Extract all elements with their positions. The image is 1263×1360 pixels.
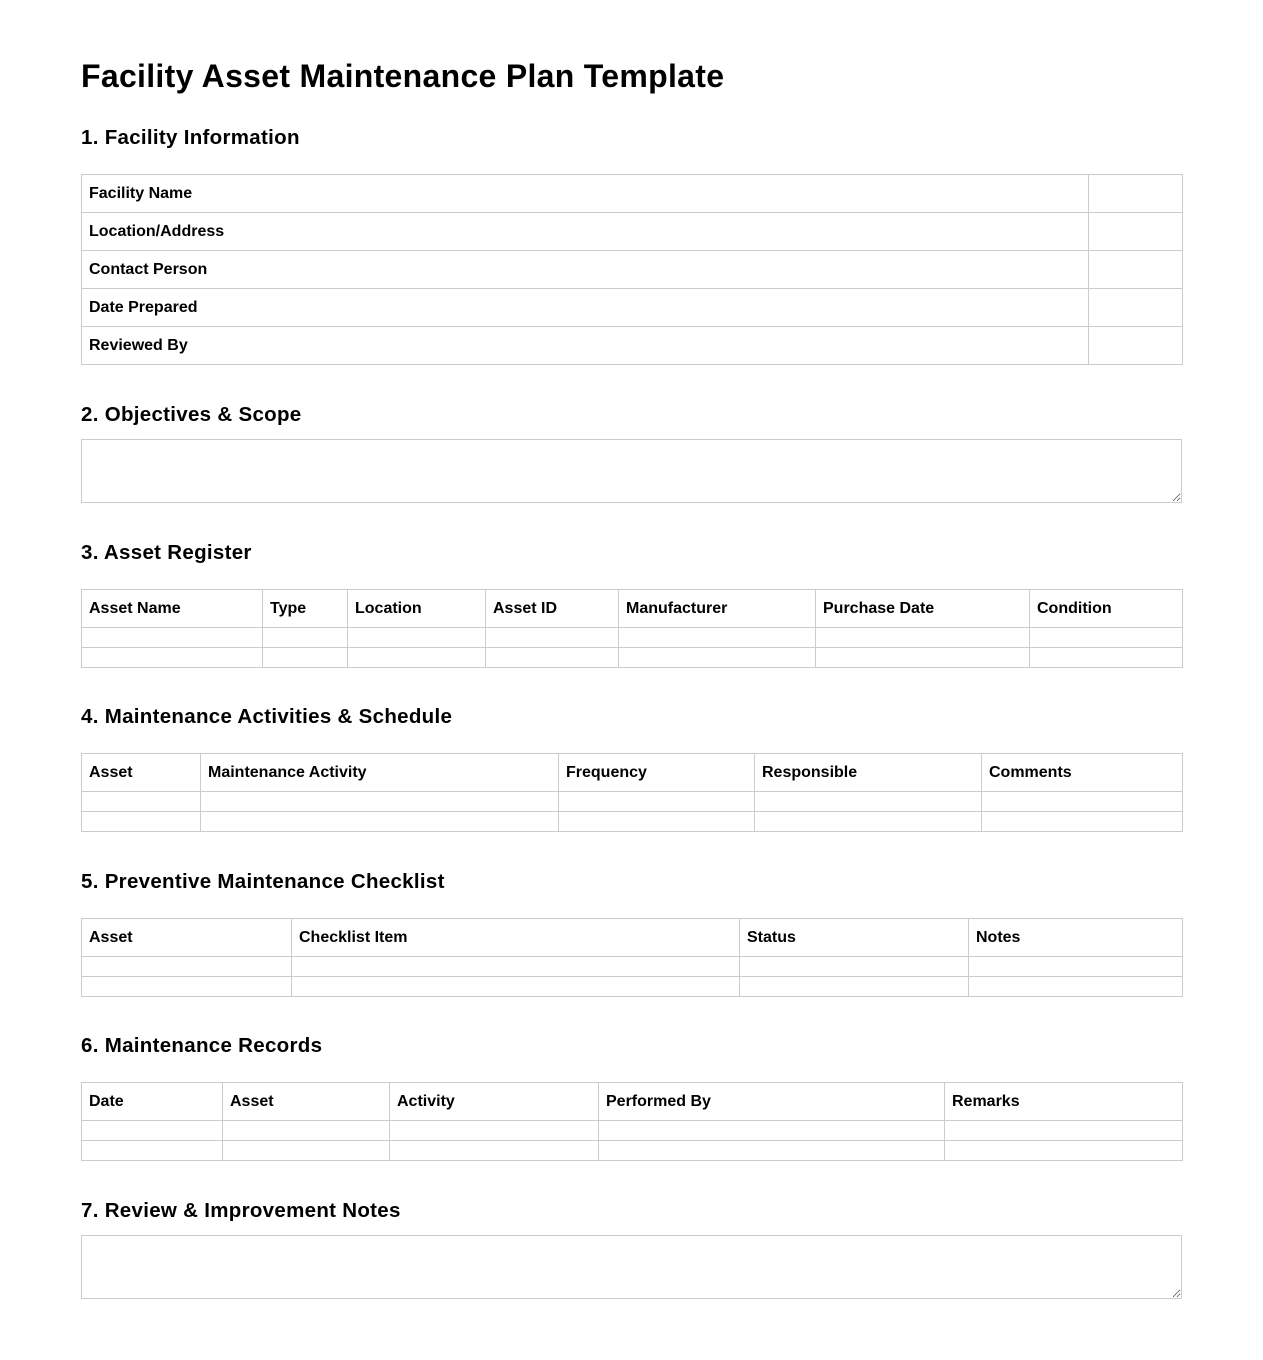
column-header-frequency: Frequency [559, 754, 755, 792]
reviewed-by-label: Reviewed By [82, 327, 1089, 365]
table-cell[interactable] [82, 1121, 223, 1141]
table-cell[interactable] [263, 648, 348, 668]
table-cell[interactable] [82, 1141, 223, 1161]
table-cell[interactable] [1030, 628, 1183, 648]
table-cell[interactable] [740, 957, 969, 977]
table-cell[interactable] [82, 648, 263, 668]
table-cell[interactable] [619, 628, 816, 648]
table-cell[interactable] [619, 648, 816, 668]
location-address-label: Location/Address [82, 213, 1089, 251]
column-header-date: Date [82, 1083, 223, 1121]
table-cell[interactable] [486, 628, 619, 648]
table-cell[interactable] [201, 792, 559, 812]
column-header-asset: Asset [223, 1083, 390, 1121]
table-cell[interactable] [945, 1141, 1183, 1161]
table-cell[interactable] [486, 648, 619, 668]
table-row [82, 327, 1183, 365]
review-notes-textarea[interactable] [81, 1235, 1182, 1299]
maintenance-records-table [81, 1082, 1183, 1161]
column-header-asset-id: Asset ID [486, 590, 619, 628]
table-row [82, 648, 1183, 668]
column-header-maintenance-activity: Maintenance Activity [201, 754, 559, 792]
column-header-manufacturer: Manufacturer [619, 590, 816, 628]
column-header-responsible: Responsible [755, 754, 982, 792]
table-row [82, 628, 1183, 648]
table-cell[interactable] [348, 628, 486, 648]
facility-name-field[interactable] [1089, 175, 1183, 213]
table-cell[interactable] [969, 977, 1183, 997]
column-header-purchase-date: Purchase Date [816, 590, 1030, 628]
column-header-checklist-item: Checklist Item [292, 919, 740, 957]
table-row [82, 812, 1183, 832]
section-title-preventive-checklist: 5. Preventive Maintenance Checklist [81, 870, 445, 893]
table-cell[interactable] [816, 628, 1030, 648]
table-cell[interactable] [82, 792, 201, 812]
table-cell[interactable] [263, 628, 348, 648]
table-row [82, 1121, 1183, 1141]
column-header-activity: Activity [390, 1083, 599, 1121]
table-cell[interactable] [223, 1121, 390, 1141]
column-header-location: Location [348, 590, 486, 628]
column-header-status: Status [740, 919, 969, 957]
table-cell[interactable] [969, 957, 1183, 977]
table-cell[interactable] [816, 648, 1030, 668]
table-row [82, 175, 1183, 213]
facility-name-label: Facility Name [82, 175, 1089, 213]
table-cell[interactable] [82, 977, 292, 997]
contact-person-field[interactable] [1089, 251, 1183, 289]
table-cell[interactable] [390, 1121, 599, 1141]
column-header-performed-by: Performed By [599, 1083, 945, 1121]
column-header-type: Type [263, 590, 348, 628]
column-header-notes: Notes [969, 919, 1183, 957]
table-cell[interactable] [599, 1141, 945, 1161]
section-title-asset-register: 3. Asset Register [81, 541, 252, 564]
table-header-row [82, 754, 1183, 792]
table-cell[interactable] [559, 812, 755, 832]
table-cell[interactable] [755, 812, 982, 832]
maintenance-activities-table [81, 753, 1183, 832]
table-cell[interactable] [945, 1121, 1183, 1141]
section-title-maintenance-activities: 4. Maintenance Activities & Schedule [81, 705, 453, 728]
table-cell[interactable] [982, 792, 1183, 812]
table-row [82, 213, 1183, 251]
table-row [82, 251, 1183, 289]
asset-register-table [81, 589, 1183, 668]
table-cell[interactable] [390, 1141, 599, 1161]
column-header-asset: Asset [82, 919, 292, 957]
contact-person-label: Contact Person [82, 251, 1089, 289]
table-header-row [82, 919, 1183, 957]
table-cell[interactable] [82, 957, 292, 977]
page-title: Facility Asset Maintenance Plan Template [81, 58, 725, 94]
section-title-review-notes: 7. Review & Improvement Notes [81, 1199, 401, 1222]
table-cell[interactable] [223, 1141, 390, 1161]
date-prepared-label: Date Prepared [82, 289, 1089, 327]
preventive-checklist-table [81, 918, 1183, 997]
table-cell[interactable] [292, 957, 740, 977]
table-cell[interactable] [599, 1121, 945, 1141]
column-header-asset: Asset [82, 754, 201, 792]
table-row [82, 289, 1183, 327]
table-row [82, 1141, 1183, 1161]
reviewed-by-field[interactable] [1089, 327, 1183, 365]
column-header-condition: Condition [1030, 590, 1183, 628]
table-header-row [82, 1083, 1183, 1121]
section-title-maintenance-records: 6. Maintenance Records [81, 1034, 323, 1057]
column-header-asset-name: Asset Name [82, 590, 263, 628]
table-row [82, 792, 1183, 812]
table-cell[interactable] [1030, 648, 1183, 668]
section-title-objectives-scope: 2. Objectives & Scope [81, 403, 302, 426]
table-cell[interactable] [982, 812, 1183, 832]
table-cell[interactable] [559, 792, 755, 812]
table-cell[interactable] [82, 628, 263, 648]
column-header-remarks: Remarks [945, 1083, 1183, 1121]
table-cell[interactable] [755, 792, 982, 812]
table-cell[interactable] [740, 977, 969, 997]
section-title-facility-information: 1. Facility Information [81, 126, 300, 149]
table-cell[interactable] [292, 977, 740, 997]
table-row [82, 957, 1183, 977]
table-header-row [82, 590, 1183, 628]
column-header-comments: Comments [982, 754, 1183, 792]
location-address-field[interactable] [1089, 213, 1183, 251]
table-cell[interactable] [82, 812, 201, 832]
objectives-scope-textarea[interactable] [81, 439, 1182, 503]
table-cell[interactable] [348, 648, 486, 668]
date-prepared-field[interactable] [1089, 289, 1183, 327]
table-row [82, 977, 1183, 997]
table-cell[interactable] [201, 812, 559, 832]
facility-information-table [81, 174, 1183, 365]
